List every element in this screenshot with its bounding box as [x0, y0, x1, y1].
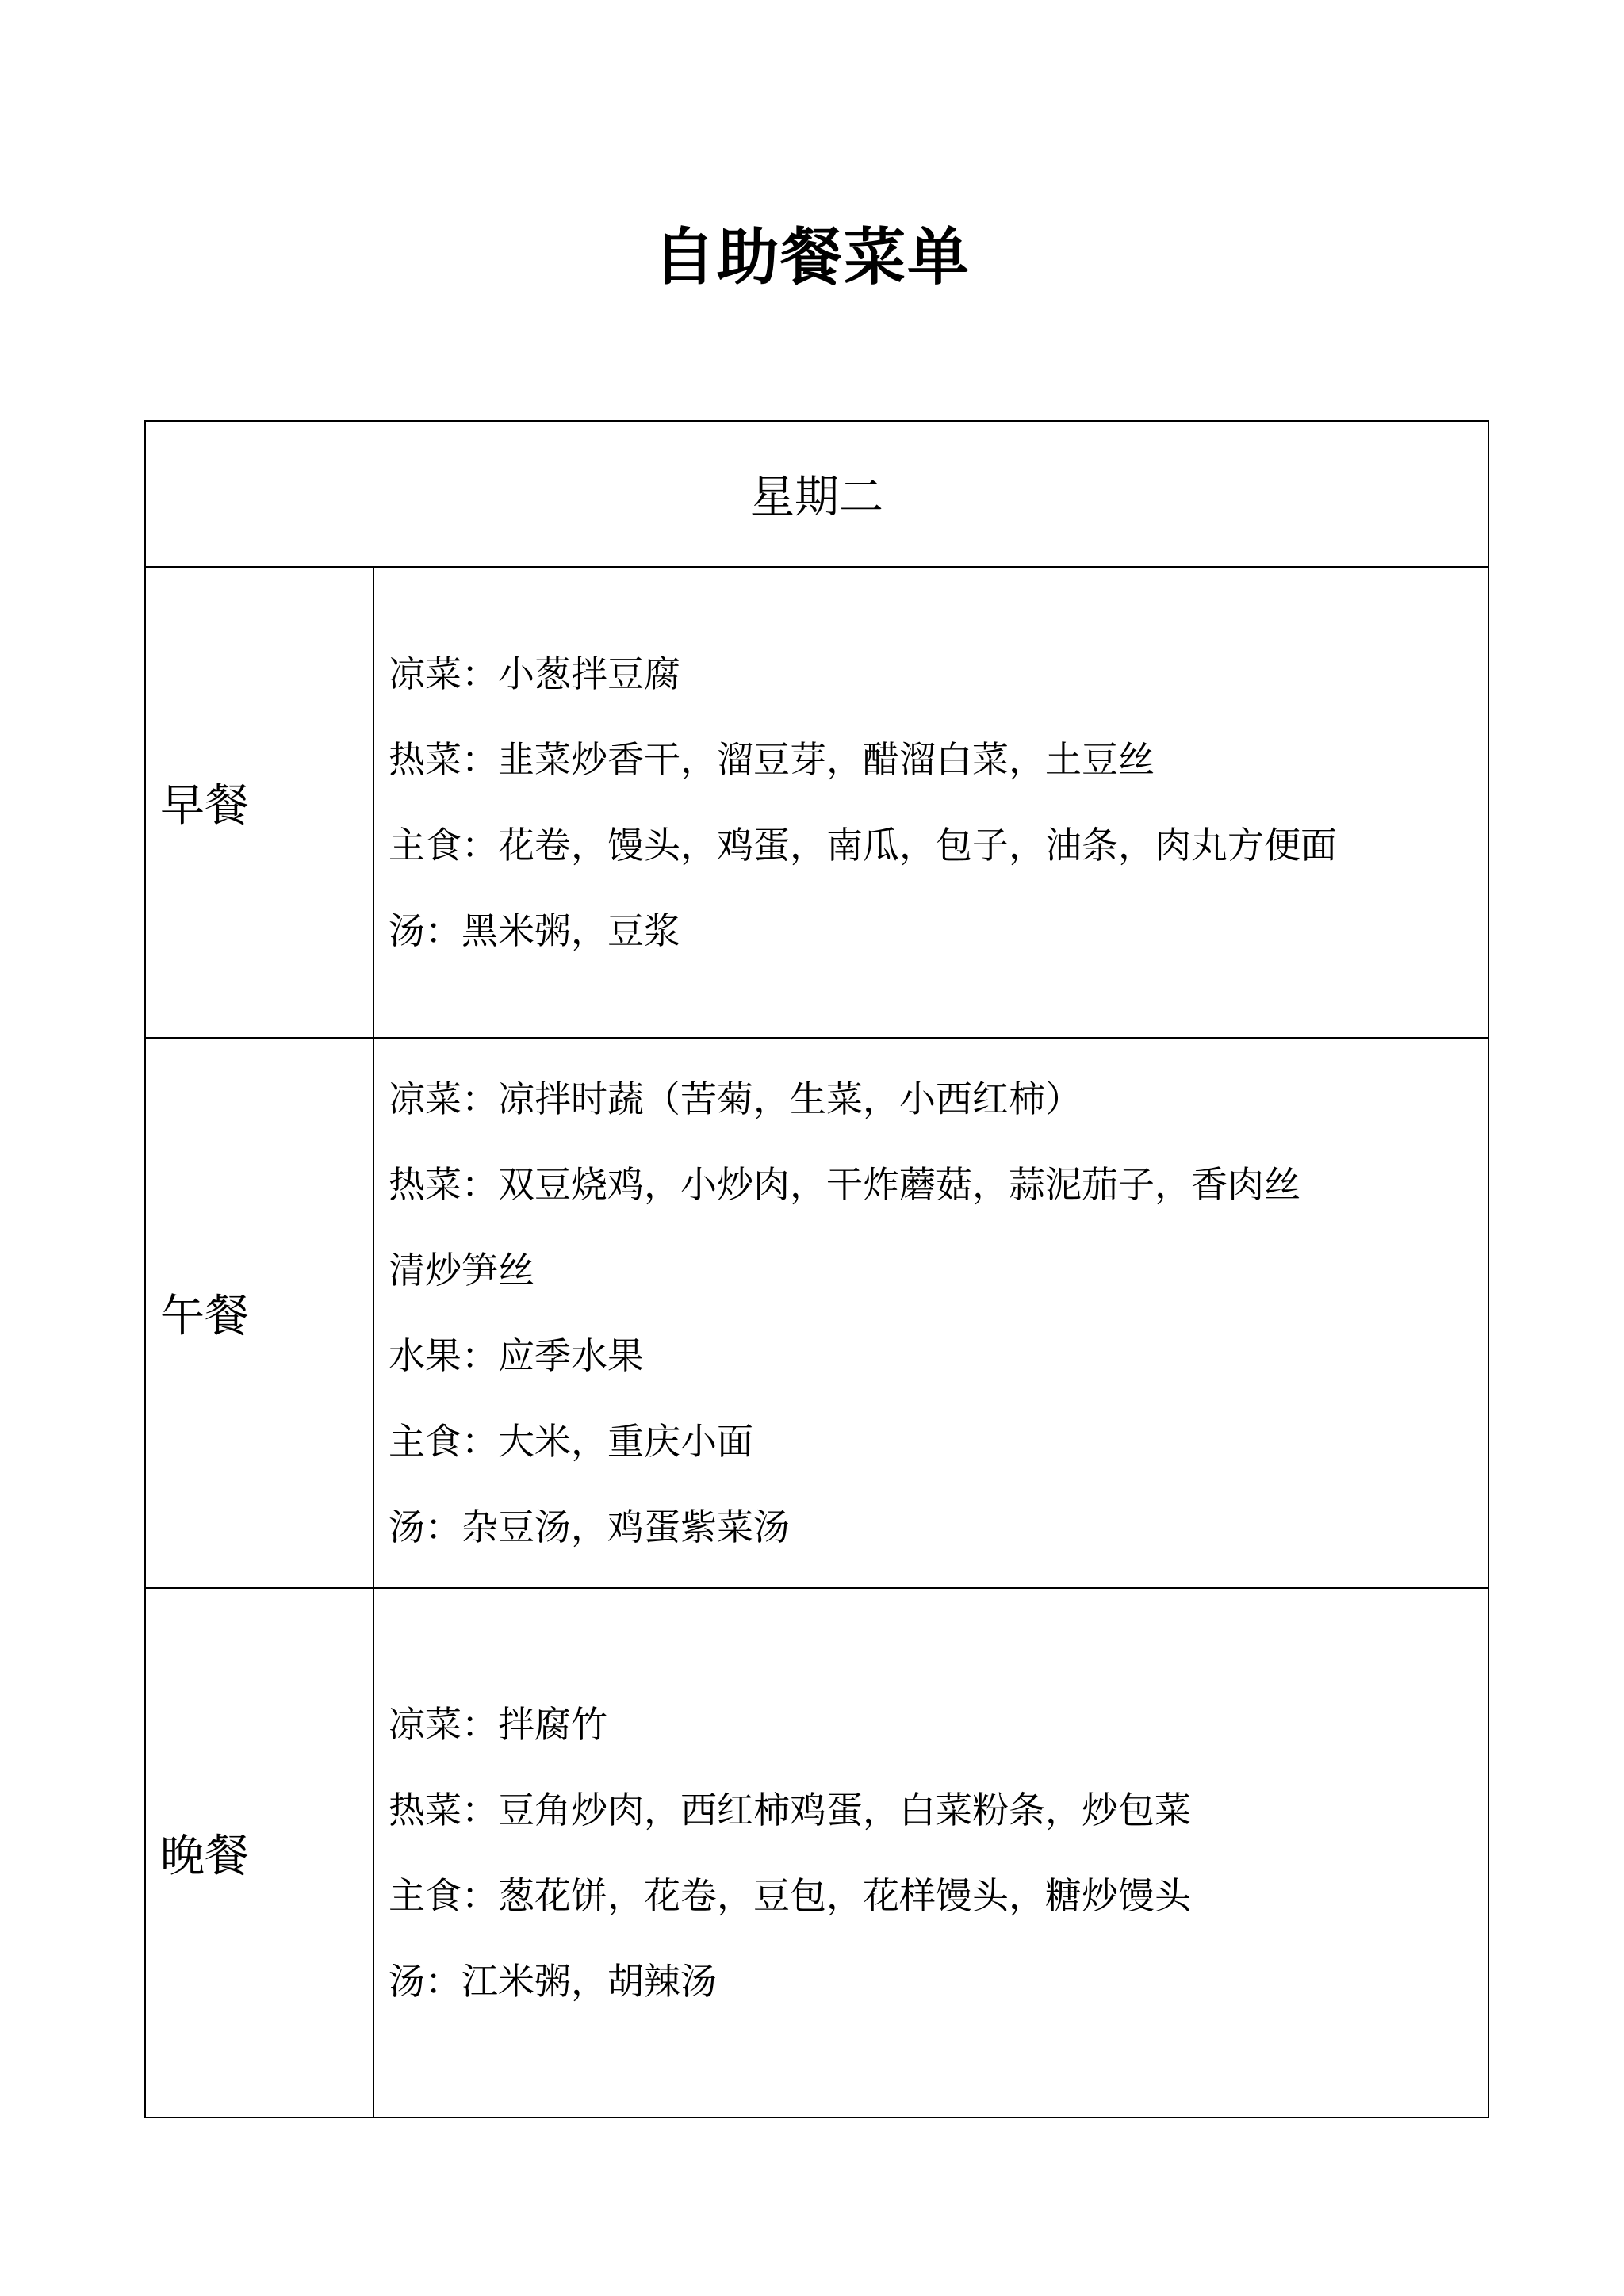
menu-line: 热菜：韭菜炒香干，溜豆芽，醋溜白菜，土豆丝: [389, 738, 1155, 781]
meal-label-breakfast: 早餐: [145, 567, 373, 1038]
meal-items-breakfast: [373, 567, 1488, 1038]
page-title: 自助餐菜单: [653, 222, 971, 293]
meal-row-breakfast: [145, 567, 1488, 1038]
meal-items-dinner: [373, 1588, 1488, 2118]
meal-row-dinner: [145, 1588, 1488, 2118]
meal-row-lunch: [145, 1038, 1488, 1588]
menu-line: 汤：黑米粥，豆浆: [389, 909, 680, 952]
day-header: 星期二: [145, 421, 1488, 567]
menu-line: 清炒笋丝: [389, 1249, 534, 1292]
menu-line: 汤：江米粥，胡辣汤: [389, 1960, 717, 2003]
menu-line: 水果：应季水果: [389, 1334, 644, 1377]
meal-label-lunch: 午餐: [145, 1038, 373, 1588]
menu-line: 主食：大米，重庆小面: [389, 1420, 753, 1463]
menu-table: [144, 420, 1489, 2118]
menu-line: 凉菜：拌腐竹: [389, 1703, 607, 1746]
menu-line: 主食：葱花饼，花卷，豆包，花样馒头，糖炒馒头: [389, 1874, 1191, 1917]
menu-line: 热菜：豆角炒肉，西红柿鸡蛋，白菜粉条，炒包菜: [389, 1789, 1191, 1831]
menu-line: 热菜：双豆烧鸡，小炒肉，干炸蘑菇，蒜泥茄子，香肉丝: [389, 1163, 1300, 1206]
menu-line: 凉菜：凉拌时蔬（苦菊，生菜，小西红柿）: [389, 1077, 1082, 1120]
day-row: [145, 421, 1488, 567]
meal-items-lunch: [373, 1038, 1488, 1588]
menu-line: 主食：花卷，馒头，鸡蛋，南瓜，包子，油条，肉丸方便面: [389, 824, 1337, 867]
menu-line: 汤：杂豆汤，鸡蛋紫菜汤: [389, 1506, 790, 1548]
meal-label-dinner: 晚餐: [145, 1588, 373, 2118]
menu-line: 凉菜：小葱拌豆腐: [389, 652, 680, 695]
